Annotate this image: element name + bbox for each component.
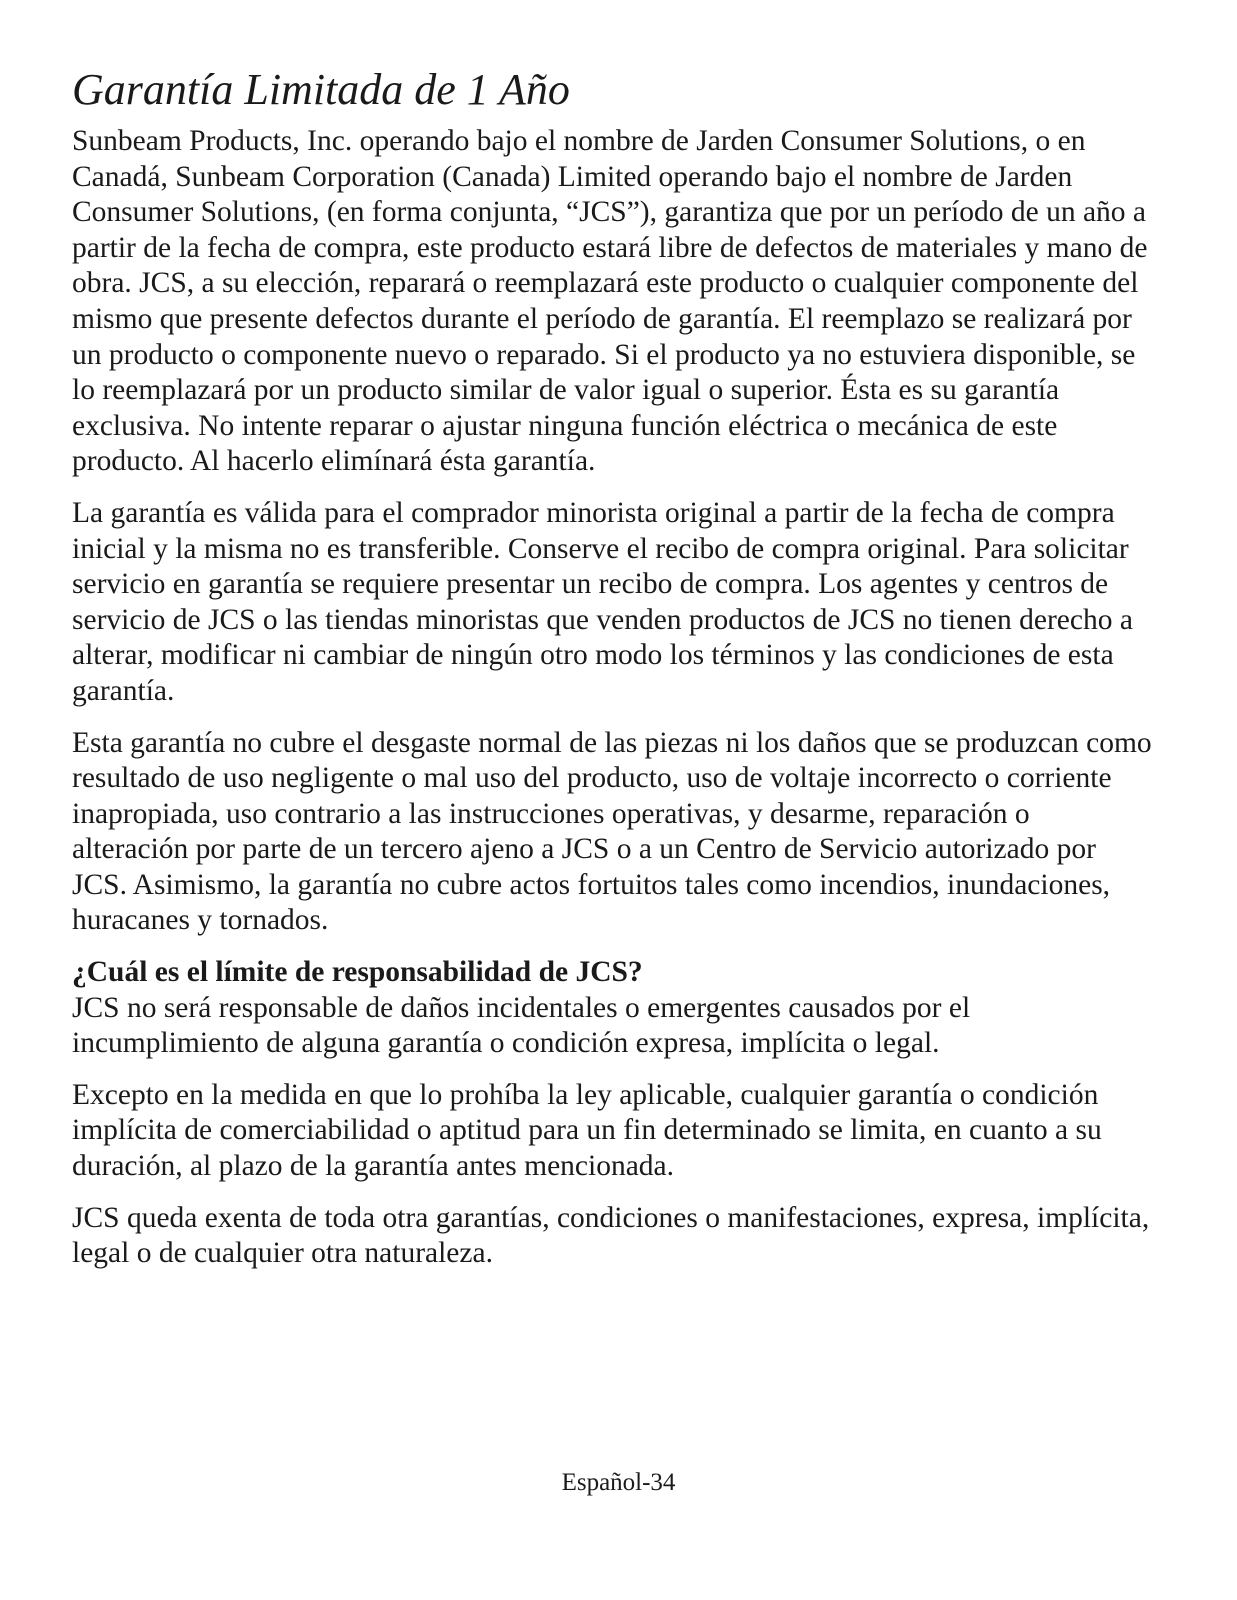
warranty-paragraph-2: La garantía es válida para el comprador minorista original a partir de la fecha de compra inicial y la misma no es transferible. Conserve el recibo de compra original. Para solicitar servicio en garantía se requiere presentar un recibo de compra. Los agentes y centros de servicio de JCS o las tiendas minoristas que venden productos de JCS no tienen derecho a alterar, modificar ni cambiar de ningún otro modo los términos y las condiciones de esta garantía. xyxy=(72,496,1133,707)
document-page xyxy=(72,62,1152,1288)
liability-paragraph-1: JCS no será responsable de daños incidentales o emergentes causados por el incumplimiento de alguna garantía o condición expresa, implícita o legal. xyxy=(72,991,971,1060)
warranty-paragraph-3: Esta garantía no cubre el desgaste normal de las piezas ni los daños que se produzcan como resultado de uso negligente o mal uso del producto, uso de voltaje incorrecto o corriente inapropiada, uso contrario a las instrucciones operativas, y desarme, reparación o alteración por parte de un tercero ajeno a JCS o a un Centro de Servicio autorizado por JCS. Asimismo, la garantía no cubre actos fortuitos tales como incendios, inundaciones, huracanes y tornados. xyxy=(72,726,1152,937)
liability-subheading: ¿Cuál es el límite de responsabilidad de JCS? xyxy=(72,956,643,989)
warranty-paragraph-1: Sunbeam Products, Inc. operando bajo el nombre de Jarden Consumer Solutions, o en Canadá, Sunbeam Corporation (Canada) Limited operando bajo el nombre de Jarden Consumer Solutions, (en forma conjunta, “JCS”), garantiza que por un período de un año a partir de la fecha de compra, este producto estará libre de defectos de materiales y mano de obra. JCS, a su elección, reparará o reemplazará este producto o cualquier componente del mismo que presente defectos durante el período de garantía. El reemplazo se realizará por un producto o componente nuevo o reparado. Si el producto ya no estuviera disponible, se lo reemplazará por un producto similar de valor igual o superior. Ésta es su garantía exclusiva. No intente reparar o ajustar ninguna función eléctrica o mecánica de este producto. Al hacerlo elimínará ésta garantía. xyxy=(72,125,1148,478)
liability-paragraph-3: JCS queda exenta de toda otra garantías, condiciones o manifestaciones, expresa, implícita, legal o de cualquier otra naturaleza. xyxy=(72,1201,1150,1270)
liability-paragraph-2: Excepto en la medida en que lo prohíba la ley aplicable, cualquier garantía o condición implícita de comerciabilidad o aptitud para un fin determinado se limita, en cuanto a su duración, al plazo de la garantía antes mencionada. xyxy=(72,1078,1102,1183)
page-number: Español-34 xyxy=(561,1469,676,1496)
page-title: Garantía Limitada de 1 Año xyxy=(72,65,570,114)
